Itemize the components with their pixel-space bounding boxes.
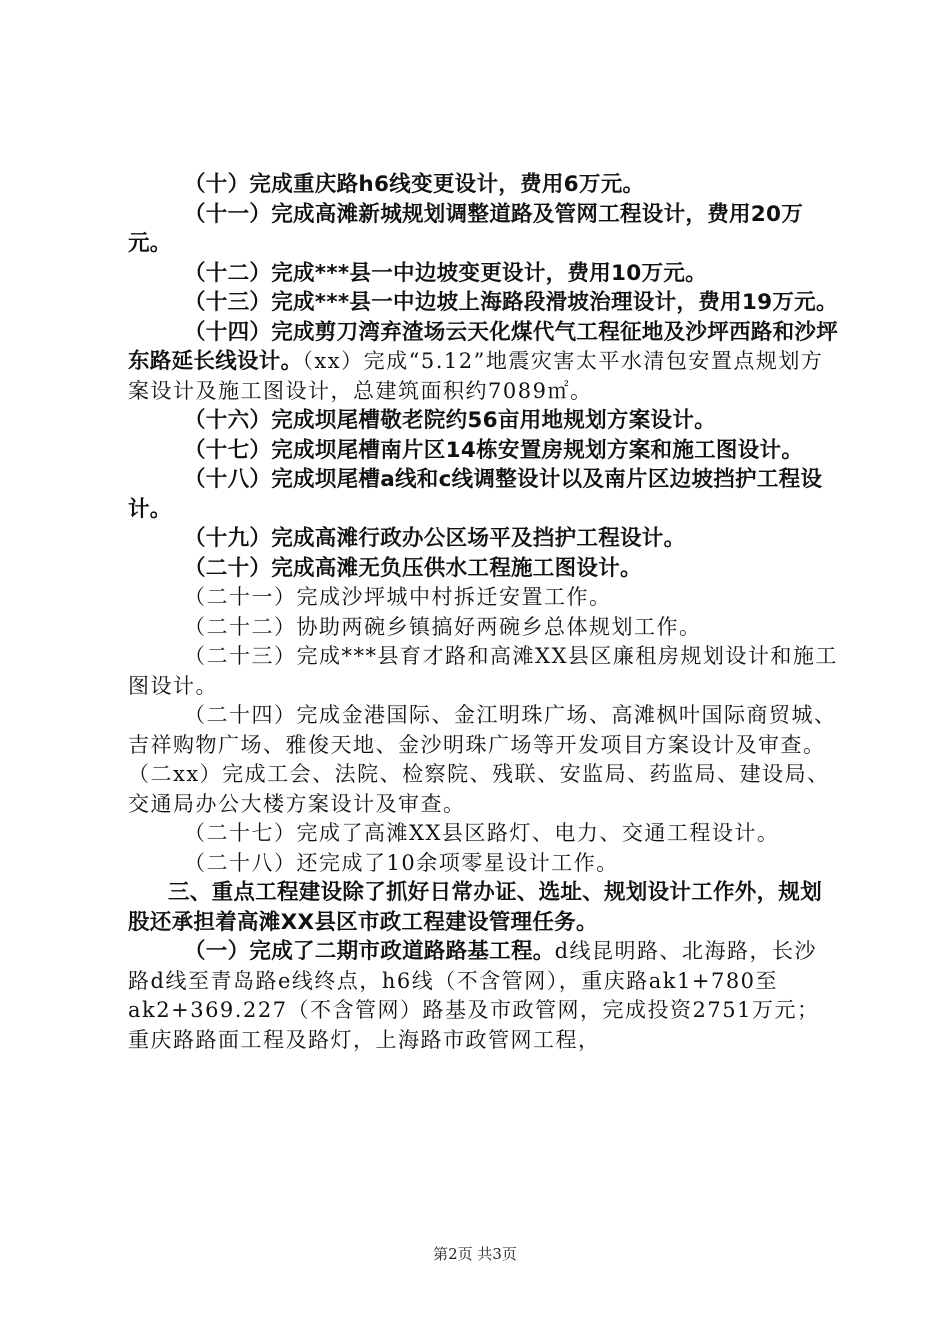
paragraph: （十三）完成***县一中边坡上海路段滑坡治理设计，费用19万元。 [184, 290, 838, 315]
paragraph-bold-part: （十四）完成剪刀湾弃渣场云天化煤代气工程征地及沙坪西路和沙坪东路延长线设计。 [128, 319, 839, 374]
paragraph: （二十二）协助两碗乡镇搞好两碗乡总体规划工作。 [184, 614, 702, 639]
paragraph-bold-part: （一）完成了二期市政道路路基工程。 [184, 939, 555, 964]
paragraph-regular-part: （xx）完成“5.12”地震灾害太平水清包安置点规划方案设计及施工图设计，总建筑面积约7089㎡。 [128, 349, 824, 403]
paragraph: （二十）完成高滩无负压供水工程施工图设计。 [184, 555, 642, 581]
paragraph [128, 318, 838, 407]
paragraph [128, 701, 838, 819]
paragraph: （十一）完成高滩新城规划调整道路及管网工程设计，费用20万元。 [128, 201, 804, 256]
paragraph-part: （二十四）完成金港国际、金江明珠广场、高滩枫叶国际商贸城、吉祥购物广场、雅俊天地、金沙明珠广场等开发项目方案设计及审查。 [128, 703, 837, 757]
paragraph: （十）完成重庆路h6线变更设计，费用6万元。 [184, 172, 645, 197]
paragraph: （二十一）完成沙坪城中村拆迁安置工作。 [184, 585, 612, 609]
section-heading: 三、重点工程建设除了抓好日常办证、选址、规划设计工作外，规划股还承担着高滩XX县区市政工程建设管理任务。 [128, 880, 823, 935]
document-body [128, 170, 838, 1055]
paragraph-regular-part: d线昆明路、北海路，长沙路d线至青岛路e线终点，h6线（不含管网），重庆路ak1+780至ak2+369.227（不含管网）路基及市政管网，完成投资2751万元；重庆路路面工程及路灯，上海路市政管网工程， [128, 939, 820, 1052]
paragraph: （十八）完成坝尾槽a线和c线调整设计以及南片区边坡挡护工程设计。 [128, 467, 823, 522]
paragraph: （二十七）完成了高滩XX县区路灯、电力、交通工程设计。 [184, 821, 780, 845]
paragraph: （十六）完成坝尾槽敬老院约56亩用地规划方案设计。 [184, 408, 716, 433]
page-footer: 第2页 共3页 [433, 1245, 517, 1263]
paragraph [128, 937, 838, 1055]
paragraph: （二十八）还完成了10余项零星设计工作。 [184, 850, 619, 875]
paragraph-part: （二xx）完成工会、法院、检察院、残联、安监局、药监局、建设局、交通局办公大楼方案设计及审查。 [128, 762, 830, 816]
paragraph: （十九）完成高滩行政办公区场平及挡护工程设计。 [184, 526, 686, 551]
paragraph: （二十三）完成***县育才路和高滩XX县区廉租房规划设计和施工图设计。 [128, 644, 838, 698]
paragraph: （十七）完成坝尾槽南片区14栋安置房规划方案和施工图设计。 [184, 437, 804, 463]
paragraph: （十二）完成***县一中边坡变更设计，费用10万元。 [184, 260, 707, 286]
